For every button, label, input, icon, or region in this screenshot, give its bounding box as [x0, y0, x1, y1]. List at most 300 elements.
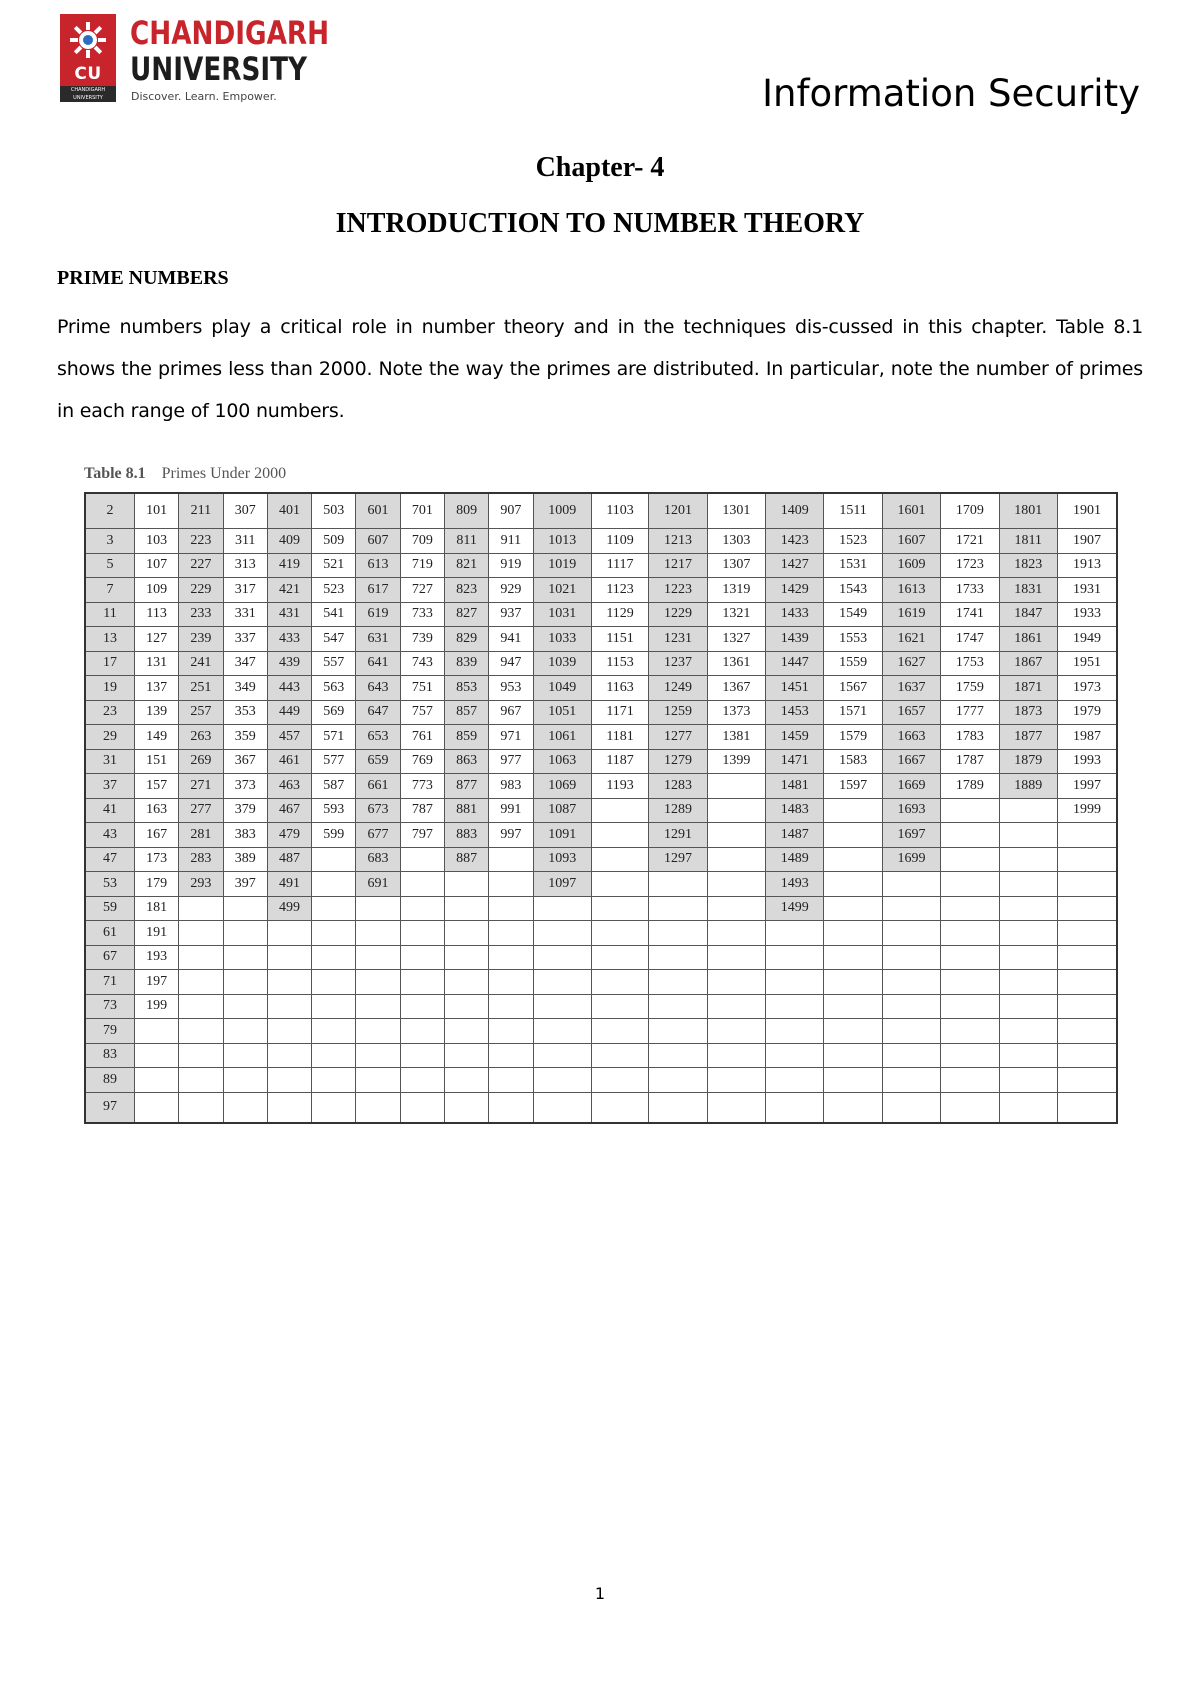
table-cell: 1429: [766, 578, 824, 603]
table-row: [85, 725, 1117, 750]
table-cell: [941, 798, 999, 823]
table-cell: [312, 970, 356, 995]
table-cell: 1621: [882, 627, 940, 652]
table-cell: [766, 1043, 824, 1068]
table-cell: 1009: [533, 493, 591, 529]
table-row: [85, 823, 1117, 848]
table-cell: 887: [444, 847, 488, 872]
table-row: [85, 945, 1117, 970]
table-cell: 503: [312, 493, 356, 529]
table-cell: [489, 945, 533, 970]
table-cell: 613: [356, 553, 400, 578]
table-cell: 751: [400, 676, 444, 701]
table-cell: 449: [267, 700, 311, 725]
table-cell: 733: [400, 602, 444, 627]
table-cell: 1697: [882, 823, 940, 848]
table-cell: 863: [444, 749, 488, 774]
table-cell: 17: [85, 651, 135, 676]
table-row: [85, 493, 1117, 529]
table-cell: 1223: [649, 578, 707, 603]
table-cell: 1021: [533, 578, 591, 603]
table-cell: 1033: [533, 627, 591, 652]
table-cell: 347: [223, 651, 267, 676]
table-cell: 1997: [1057, 774, 1117, 799]
table-cell: [356, 1092, 400, 1123]
table-cell: 853: [444, 676, 488, 701]
table-cell: 37: [85, 774, 135, 799]
table-cell: 1483: [766, 798, 824, 823]
table-cell: [312, 994, 356, 1019]
table-cell: 1187: [591, 749, 648, 774]
table-cell: 857: [444, 700, 488, 725]
table-cell: [941, 945, 999, 970]
table-cell: 1451: [766, 676, 824, 701]
table-cell: 421: [267, 578, 311, 603]
table-cell: 1433: [766, 602, 824, 627]
table-cell: [824, 945, 882, 970]
table-cell: [766, 1092, 824, 1123]
table-cell: 907: [489, 493, 533, 529]
table-cell: [649, 1068, 707, 1093]
table-cell: 1823: [999, 553, 1057, 578]
table-cell: 173: [135, 847, 179, 872]
table-cell: 1091: [533, 823, 591, 848]
table-cell: 197: [135, 970, 179, 995]
table-cell: 1013: [533, 529, 591, 554]
table-cell: [941, 1043, 999, 1068]
table-cell: [444, 921, 488, 946]
table-cell: [444, 1068, 488, 1093]
table-cell: [707, 945, 765, 970]
table-cell: [999, 847, 1057, 872]
table-cell: 929: [489, 578, 533, 603]
table-cell: 991: [489, 798, 533, 823]
table-cell: 1019: [533, 553, 591, 578]
table-cell: [649, 1043, 707, 1068]
table-cell: 1201: [649, 493, 707, 529]
table-cell: [223, 945, 267, 970]
table-cell: 151: [135, 749, 179, 774]
table-cell: 541: [312, 602, 356, 627]
table-cell: [356, 896, 400, 921]
table-cell: 1307: [707, 553, 765, 578]
table-cell: 1213: [649, 529, 707, 554]
table-cell: [444, 872, 488, 897]
table-cell: [444, 994, 488, 1019]
table-cell: 1567: [824, 676, 882, 701]
table-cell: 1801: [999, 493, 1057, 529]
table-cell: 409: [267, 529, 311, 554]
table-cell: 269: [179, 749, 223, 774]
table-cell: [882, 921, 940, 946]
table-cell: 919: [489, 553, 533, 578]
table-cell: [591, 970, 648, 995]
table-cell: 233: [179, 602, 223, 627]
table-cell: 1097: [533, 872, 591, 897]
table-cell: 79: [85, 1019, 135, 1044]
table-cell: [267, 970, 311, 995]
table-cell: 1549: [824, 602, 882, 627]
table-cell: [766, 945, 824, 970]
table-cell: 263: [179, 725, 223, 750]
table-cell: [179, 896, 223, 921]
table-cell: 631: [356, 627, 400, 652]
table-cell: [400, 847, 444, 872]
table-cell: 157: [135, 774, 179, 799]
gear-emblem-icon: [68, 20, 108, 60]
table-cell: [649, 1092, 707, 1123]
logo-tagline: Discover. Learn. Empower.: [131, 90, 277, 103]
table-cell: 373: [223, 774, 267, 799]
table-cell: [1057, 872, 1117, 897]
table-cell: 1361: [707, 651, 765, 676]
table-cell: [489, 1092, 533, 1123]
table-cell: 593: [312, 798, 356, 823]
table-cell: [941, 872, 999, 897]
table-cell: 643: [356, 676, 400, 701]
table-cell: 1721: [941, 529, 999, 554]
table-cell: [707, 1043, 765, 1068]
table-cell: [267, 921, 311, 946]
table-cell: [444, 1092, 488, 1123]
table-cell: 331: [223, 602, 267, 627]
table-cell: 109: [135, 578, 179, 603]
table-row: [85, 676, 1117, 701]
table-cell: 73: [85, 994, 135, 1019]
table-cell: 1237: [649, 651, 707, 676]
table-cell: [591, 872, 648, 897]
table-row: [85, 970, 1117, 995]
table-cell: [1057, 970, 1117, 995]
table-cell: 97: [85, 1092, 135, 1123]
table-cell: [533, 1092, 591, 1123]
table-cell: 1409: [766, 493, 824, 529]
table-row: [85, 872, 1117, 897]
table-cell: 1543: [824, 578, 882, 603]
table-cell: [489, 921, 533, 946]
table-cell: 1613: [882, 578, 940, 603]
table-cell: [649, 896, 707, 921]
table-cell: 523: [312, 578, 356, 603]
table-cell: 1453: [766, 700, 824, 725]
table-cell: 769: [400, 749, 444, 774]
table-cell: [312, 1068, 356, 1093]
table-cell: 1171: [591, 700, 648, 725]
table-cell: 281: [179, 823, 223, 848]
table-cell: [312, 1019, 356, 1044]
table-cell: [824, 823, 882, 848]
table-cell: 1373: [707, 700, 765, 725]
table-cell: 1759: [941, 676, 999, 701]
table-cell: [649, 921, 707, 946]
table-cell: 1907: [1057, 529, 1117, 554]
table-row: [85, 578, 1117, 603]
table-cell: 1553: [824, 627, 882, 652]
table-cell: [179, 1068, 223, 1093]
table-cell: [999, 1019, 1057, 1044]
table-cell: 839: [444, 651, 488, 676]
table-cell: [999, 945, 1057, 970]
table-cell: 29: [85, 725, 135, 750]
table-cell: 1087: [533, 798, 591, 823]
table-cell: 1181: [591, 725, 648, 750]
table-cell: 739: [400, 627, 444, 652]
table-row: [85, 896, 1117, 921]
table-cell: 1723: [941, 553, 999, 578]
table-cell: [941, 1019, 999, 1044]
table-cell: 499: [267, 896, 311, 921]
table-cell: [1057, 921, 1117, 946]
table-cell: [882, 1043, 940, 1068]
table-cell: 601: [356, 493, 400, 529]
table-cell: [356, 970, 400, 995]
table-cell: [533, 945, 591, 970]
table-cell: [766, 970, 824, 995]
table-cell: 83: [85, 1043, 135, 1068]
table-cell: 967: [489, 700, 533, 725]
table-cell: 937: [489, 602, 533, 627]
table-cell: [824, 994, 882, 1019]
table-cell: [707, 970, 765, 995]
table-cell: 709: [400, 529, 444, 554]
table-cell: [591, 847, 648, 872]
table-cell: 239: [179, 627, 223, 652]
table-cell: 941: [489, 627, 533, 652]
table-cell: 661: [356, 774, 400, 799]
table-cell: 317: [223, 578, 267, 603]
table-cell: [1057, 1068, 1117, 1093]
table-cell: 557: [312, 651, 356, 676]
table-cell: 617: [356, 578, 400, 603]
table-cell: 7: [85, 578, 135, 603]
table-cell: 599: [312, 823, 356, 848]
table-cell: 211: [179, 493, 223, 529]
table-cell: [941, 994, 999, 1019]
table-cell: 383: [223, 823, 267, 848]
table-cell: 773: [400, 774, 444, 799]
table-cell: 1153: [591, 651, 648, 676]
table-cell: [179, 921, 223, 946]
table-cell: 127: [135, 627, 179, 652]
table-cell: 563: [312, 676, 356, 701]
table-cell: 1259: [649, 700, 707, 725]
table-cell: 1663: [882, 725, 940, 750]
table-cell: 1283: [649, 774, 707, 799]
table-cell: 1447: [766, 651, 824, 676]
table-cell: 1289: [649, 798, 707, 823]
table-cell: 859: [444, 725, 488, 750]
table-cell: 1873: [999, 700, 1057, 725]
table-cell: [591, 1019, 648, 1044]
table-row: [85, 1043, 1117, 1068]
table-cell: [135, 1092, 179, 1123]
table-caption: [84, 465, 286, 483]
table-cell: 809: [444, 493, 488, 529]
table-cell: 1381: [707, 725, 765, 750]
table-row: [85, 749, 1117, 774]
table-cell: [707, 1068, 765, 1093]
table-cell: 1129: [591, 602, 648, 627]
table-cell: 1249: [649, 676, 707, 701]
table-cell: 1901: [1057, 493, 1117, 529]
table-cell: 1831: [999, 578, 1057, 603]
table-cell: [1057, 945, 1117, 970]
table-cell: 11: [85, 602, 135, 627]
table-cell: 1069: [533, 774, 591, 799]
table-row: [85, 651, 1117, 676]
table-cell: 191: [135, 921, 179, 946]
table-cell: [999, 896, 1057, 921]
table-cell: [400, 994, 444, 1019]
table-cell: 1601: [882, 493, 940, 529]
table-cell: [312, 921, 356, 946]
table-cell: 1777: [941, 700, 999, 725]
table-cell: 491: [267, 872, 311, 897]
table-cell: 787: [400, 798, 444, 823]
table-cell: [1057, 994, 1117, 1019]
table-cell: 761: [400, 725, 444, 750]
table-cell: 1783: [941, 725, 999, 750]
table-cell: [941, 896, 999, 921]
table-cell: 1867: [999, 651, 1057, 676]
table-cell: 1913: [1057, 553, 1117, 578]
table-cell: 307: [223, 493, 267, 529]
table-cell: 1063: [533, 749, 591, 774]
table-cell: 811: [444, 529, 488, 554]
table-cell: [400, 1019, 444, 1044]
table-cell: 1609: [882, 553, 940, 578]
table-cell: 1291: [649, 823, 707, 848]
table-cell: 1499: [766, 896, 824, 921]
table-cell: 587: [312, 774, 356, 799]
table-cell: 821: [444, 553, 488, 578]
table-cell: 641: [356, 651, 400, 676]
table-cell: [223, 1043, 267, 1068]
table-cell: [941, 970, 999, 995]
table-row: [85, 1092, 1117, 1123]
table-cell: 1877: [999, 725, 1057, 750]
table-cell: 1931: [1057, 578, 1117, 603]
table-cell: 199: [135, 994, 179, 1019]
table-cell: 1279: [649, 749, 707, 774]
table-cell: 1061: [533, 725, 591, 750]
table-cell: 1487: [766, 823, 824, 848]
table-cell: 47: [85, 847, 135, 872]
table-cell: 1619: [882, 602, 940, 627]
table-cell: [999, 872, 1057, 897]
table-cell: 443: [267, 676, 311, 701]
table-cell: [267, 1019, 311, 1044]
table-cell: 439: [267, 651, 311, 676]
table-cell: [707, 847, 765, 872]
table-cell: [824, 1043, 882, 1068]
table-row: [85, 553, 1117, 578]
table-cell: 53: [85, 872, 135, 897]
table-cell: 1637: [882, 676, 940, 701]
table-cell: 1669: [882, 774, 940, 799]
table-cell: [591, 1043, 648, 1068]
table-cell: 41: [85, 798, 135, 823]
table-cell: [179, 1043, 223, 1068]
table-cell: 607: [356, 529, 400, 554]
table-cell: [824, 798, 882, 823]
table-cell: [489, 1043, 533, 1068]
table-cell: [356, 1043, 400, 1068]
table-cell: 251: [179, 676, 223, 701]
table-cell: 257: [179, 700, 223, 725]
section-heading: PRIME NUMBERS: [57, 267, 229, 289]
table-cell: [882, 1068, 940, 1093]
table-cell: 1301: [707, 493, 765, 529]
table-cell: 1597: [824, 774, 882, 799]
table-cell: 1627: [882, 651, 940, 676]
table-cell: 227: [179, 553, 223, 578]
table-cell: [882, 896, 940, 921]
table-cell: [766, 994, 824, 1019]
table-cell: 1879: [999, 749, 1057, 774]
table-row: [85, 1068, 1117, 1093]
table-cell: [533, 921, 591, 946]
table-cell: [356, 1068, 400, 1093]
table-cell: 577: [312, 749, 356, 774]
table-cell: 13: [85, 627, 135, 652]
table-cell: 43: [85, 823, 135, 848]
table-cell: [400, 1092, 444, 1123]
table-cell: [941, 921, 999, 946]
table-cell: [489, 994, 533, 1019]
table-cell: [824, 1068, 882, 1093]
table-cell: 1811: [999, 529, 1057, 554]
table-cell: 19: [85, 676, 135, 701]
table-cell: [489, 872, 533, 897]
table-cell: [824, 896, 882, 921]
table-cell: 419: [267, 553, 311, 578]
table-cell: [400, 945, 444, 970]
table-cell: [1057, 1043, 1117, 1068]
table-cell: [267, 1043, 311, 1068]
table-row: [85, 798, 1117, 823]
table-cell: [1057, 1092, 1117, 1123]
table-cell: [489, 1068, 533, 1093]
table-cell: 1607: [882, 529, 940, 554]
table-cell: [707, 798, 765, 823]
table-cell: [312, 847, 356, 872]
table-cell: 719: [400, 553, 444, 578]
table-cell: 1459: [766, 725, 824, 750]
table-cell: 1571: [824, 700, 882, 725]
table-cell: 1789: [941, 774, 999, 799]
table-cell: 1747: [941, 627, 999, 652]
logo-name-line2: UNIVERSITY: [130, 50, 308, 88]
table-cell: [356, 945, 400, 970]
table-cell: [533, 896, 591, 921]
table-cell: 1583: [824, 749, 882, 774]
table-cell: 103: [135, 529, 179, 554]
table-cell: [533, 1019, 591, 1044]
table-cell: 113: [135, 602, 179, 627]
table-cell: 1871: [999, 676, 1057, 701]
table-cell: 1117: [591, 553, 648, 578]
table-cell: 1511: [824, 493, 882, 529]
table-cell: [135, 1043, 179, 1068]
table-cell: 181: [135, 896, 179, 921]
table-cell: 953: [489, 676, 533, 701]
table-cell: 673: [356, 798, 400, 823]
table-cell: 1327: [707, 627, 765, 652]
table-cell: 691: [356, 872, 400, 897]
table-cell: 3: [85, 529, 135, 554]
table-cell: 1889: [999, 774, 1057, 799]
